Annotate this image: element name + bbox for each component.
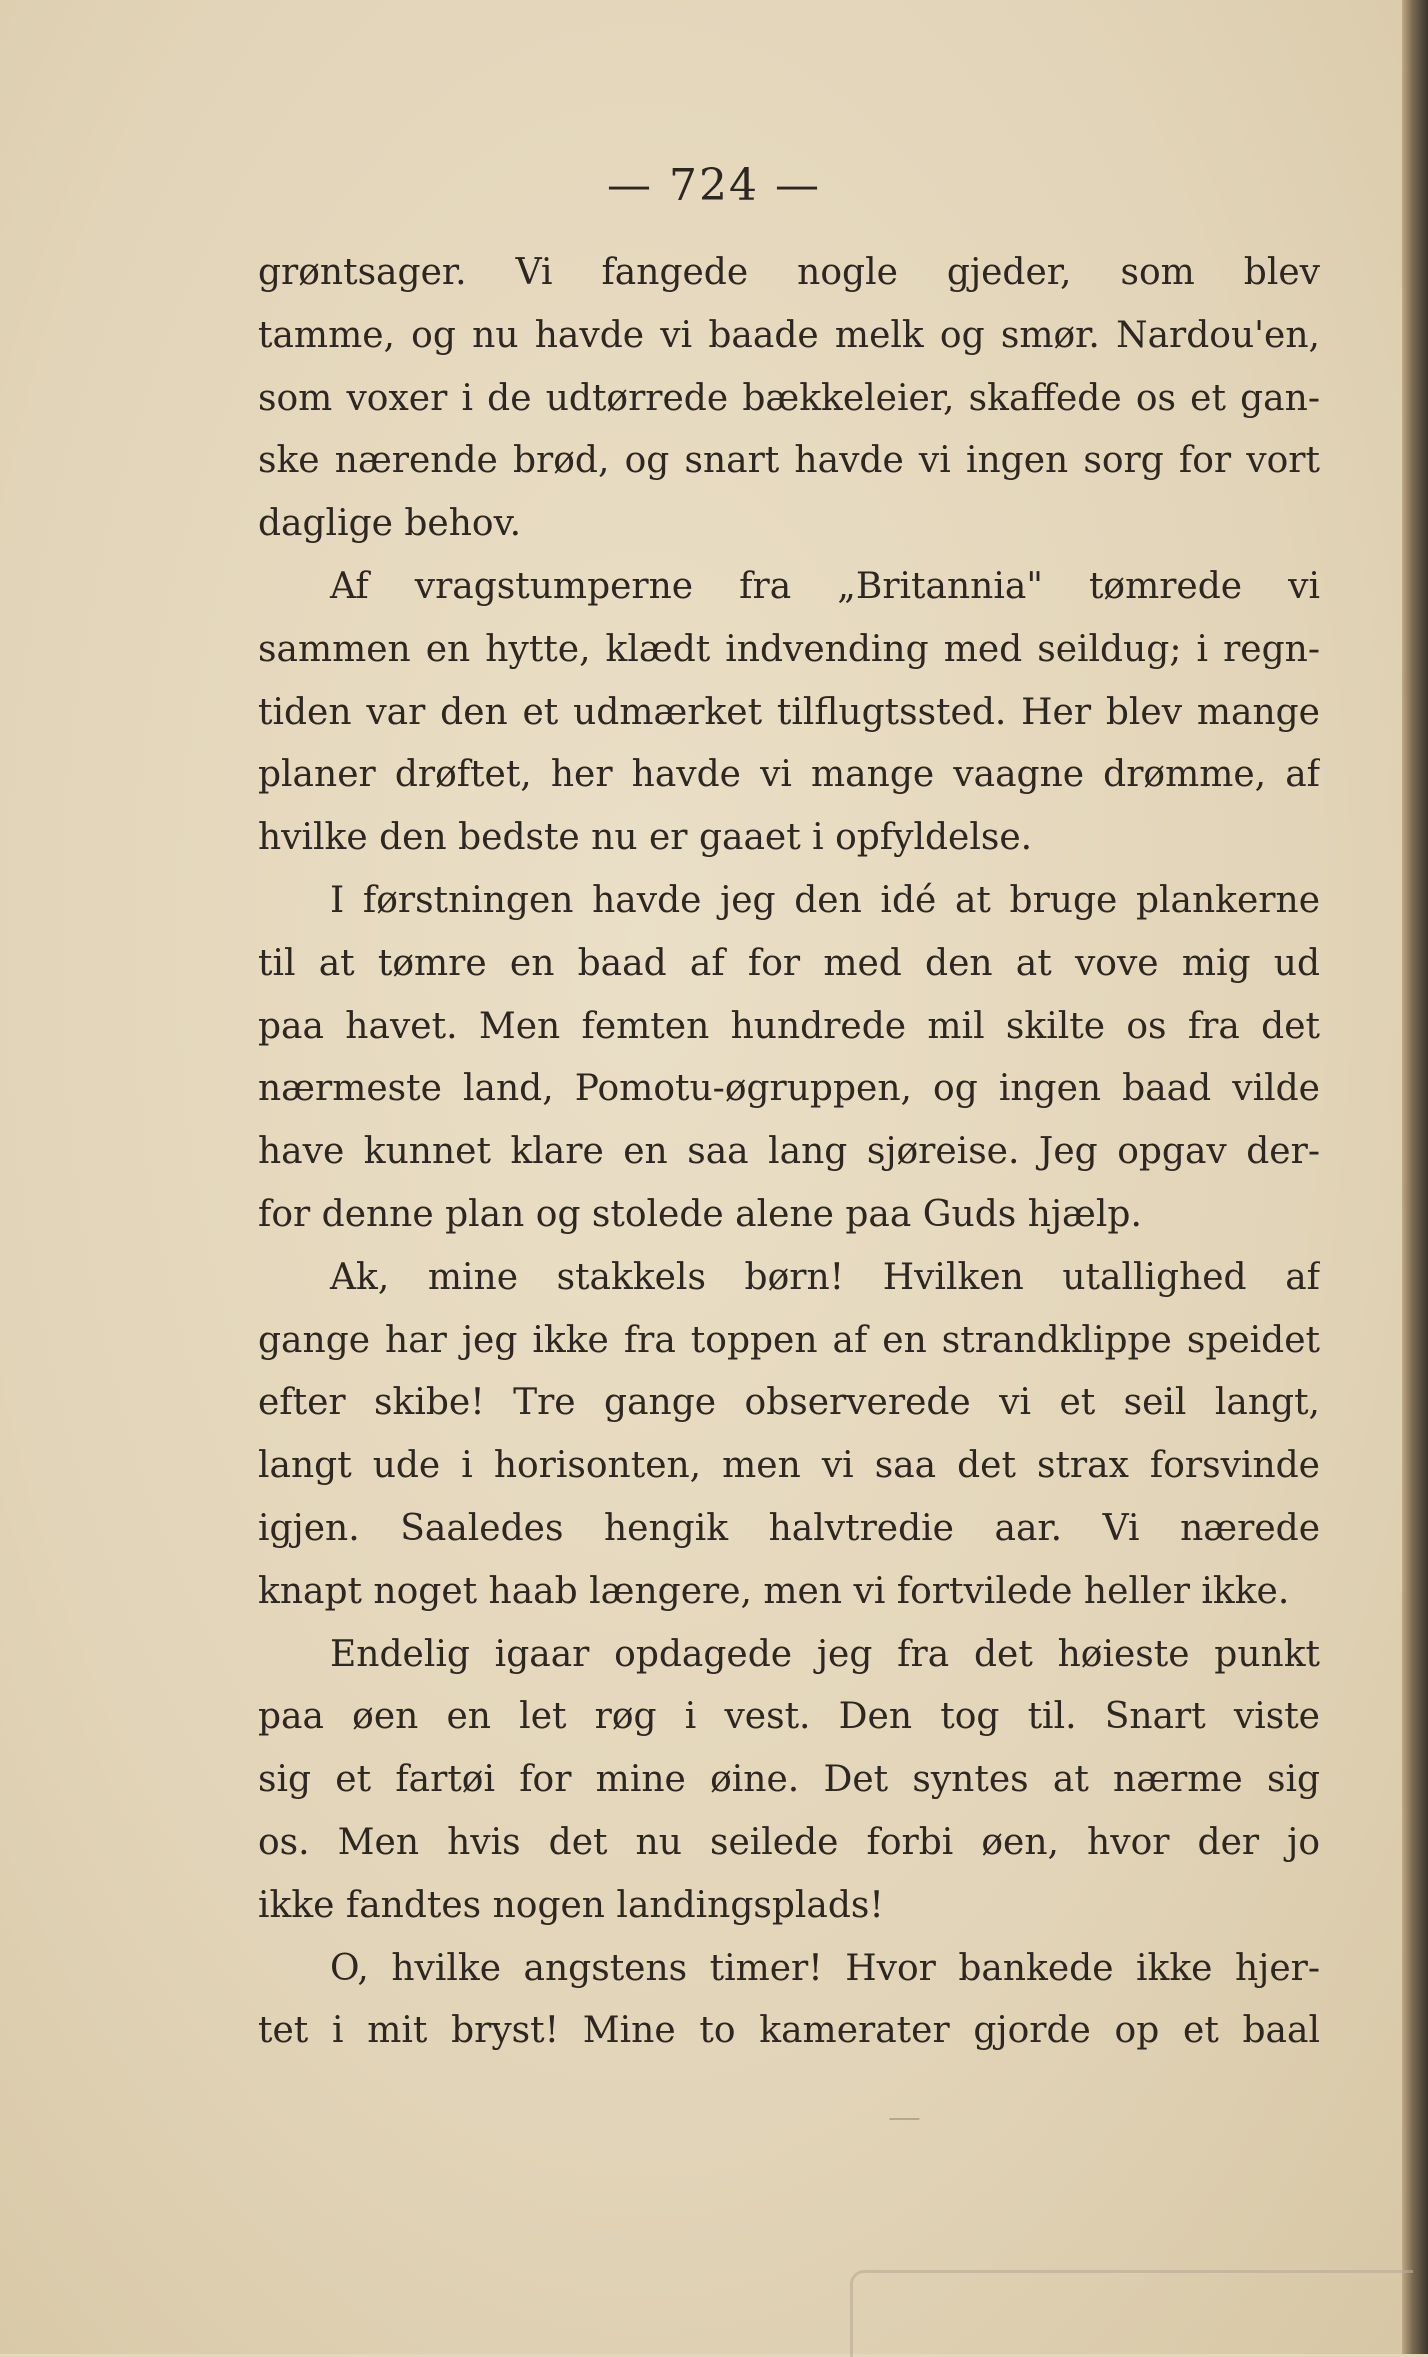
text-line: knapt noget haab længere, men vi fortvilede heller ikke. bbox=[258, 1570, 1290, 1612]
text-line: paa havet. Men femten hundrede mil skilte os fra det bbox=[258, 1005, 1320, 1047]
text-line: ikke fandtes nogen landingsplads! bbox=[258, 1884, 884, 1926]
text-line: sig et fartøi for mine øine. Det syntes at nærme sig bbox=[258, 1759, 1320, 1801]
text-line: sammen en hytte, klædt indvending med seildug; i regn- bbox=[258, 628, 1320, 670]
book-binding-edge bbox=[1402, 0, 1428, 2354]
text-line: have kunnet klare en saa lang sjøreise. Jeg opgav der- bbox=[258, 1131, 1320, 1173]
paragraph-first-line: Ak, mine stakkels børn! Hvilken utallighed af bbox=[330, 1256, 1320, 1298]
text-line: os. Men hvis det nu seilede forbi øen, hvor der jo bbox=[258, 1821, 1320, 1863]
body-text bbox=[258, 242, 1320, 2063]
text-line: daglige behov. bbox=[258, 503, 522, 545]
text-line: til at tømre en baad af for med den at vove mig ud bbox=[258, 942, 1320, 984]
text-line: grøntsager. Vi fangede nogle gjeder, som blev bbox=[258, 252, 1320, 293]
page-corner-fold bbox=[850, 2270, 1413, 2357]
text-line: ske nærende brød, og snart havde vi ingen sorg for vort bbox=[258, 440, 1320, 482]
text-line: som voxer i de udtørrede bækkeleier, skaffede os et gan- bbox=[258, 377, 1320, 419]
text-line: paa øen en let røg i vest. Den tog til. Snart viste bbox=[258, 1696, 1320, 1738]
text-line: hvilke den bedste nu er gaaet i opfyldelse. bbox=[258, 817, 1033, 859]
pencil-mark bbox=[889, 2104, 925, 2120]
text-line: tamme, og nu havde vi baade melk og smør. Nardou'en, bbox=[258, 314, 1320, 356]
text-line: for denne plan og stolede alene paa Guds hjælp. bbox=[258, 1193, 1142, 1235]
text-line: tet i mit bryst! Mine to kamerater gjorde op et baal bbox=[258, 2010, 1320, 2052]
paragraph-first-line: O, hvilke angstens timer! Hvor bankede ikke hjer- bbox=[330, 1947, 1320, 1989]
paragraph-first-line: Endelig igaar opdagede jeg fra det høieste punkt bbox=[330, 1633, 1320, 1675]
text-line: tiden var den et udmærket tilflugtssted. Her blev mange bbox=[258, 691, 1320, 733]
page-number: — 724 — bbox=[607, 160, 821, 211]
text-line: gange har jeg ikke fra toppen af en strandklippe speidet bbox=[258, 1319, 1320, 1361]
text-line: nærmeste land, Pomotu-øgruppen, og ingen baad vilde bbox=[258, 1068, 1320, 1110]
text-line: igjen. Saaledes hengik halvtredie aar. Vi nærede bbox=[258, 1507, 1320, 1549]
text-line: planer drøftet, her havde vi mange vaagne drømme, af bbox=[258, 754, 1320, 796]
paragraph-first-line: I førstningen havde jeg den idé at bruge plankerne bbox=[330, 879, 1320, 921]
paragraph-first-line: Af vragstumperne fra „Britannia" tømrede vi bbox=[330, 565, 1320, 607]
text-line: langt ude i horisonten, men vi saa det strax forsvinde bbox=[258, 1445, 1320, 1487]
text-line: efter skibe! Tre gange observerede vi et seil langt, bbox=[258, 1382, 1320, 1424]
